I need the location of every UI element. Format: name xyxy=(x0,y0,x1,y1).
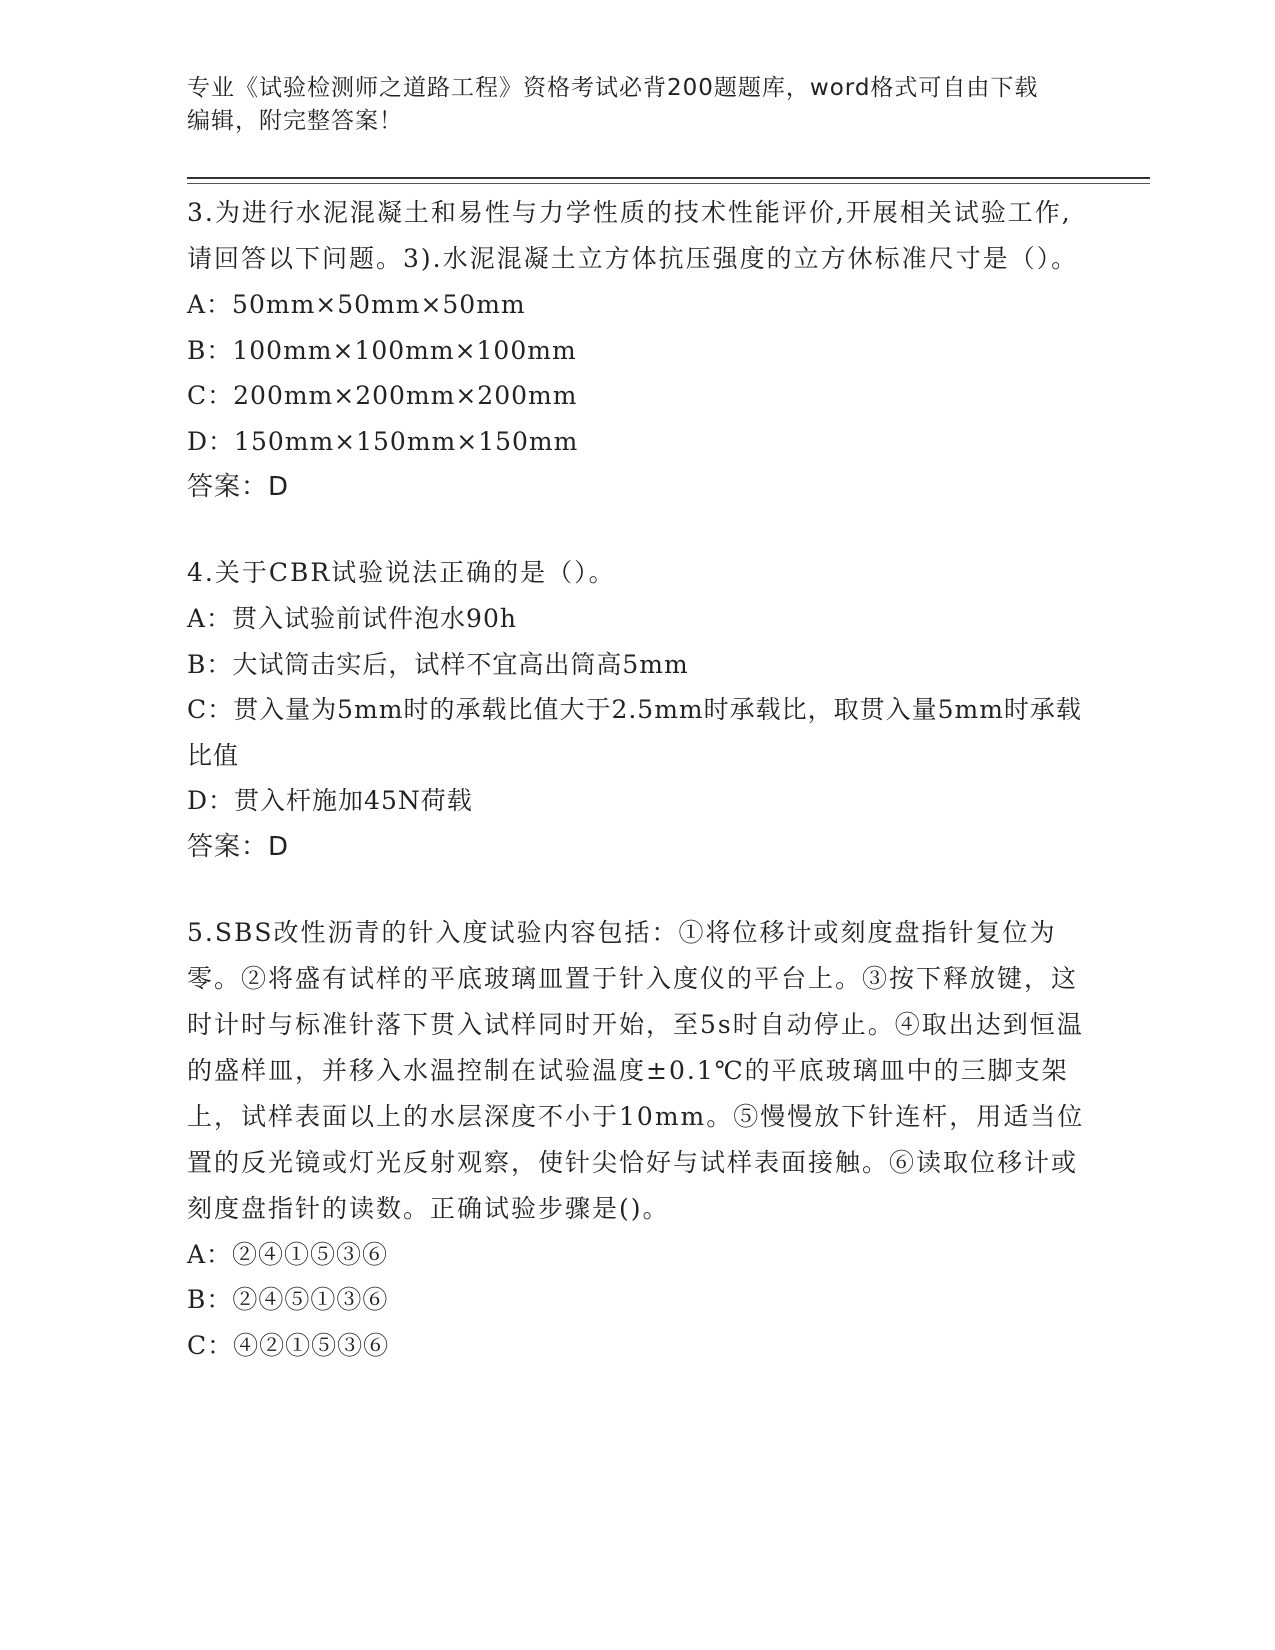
question-4 xyxy=(187,550,1087,870)
header-divider-thick xyxy=(187,177,1150,179)
option-c: C：贯入量为5mm时的承载比值大于2.5mm时承载比，取贯入量5mm时承载比值 xyxy=(187,695,1082,770)
header-line-2: 编辑，附完整答案！ xyxy=(187,108,403,134)
option-a: A：贯入试验前试件泡水90h xyxy=(187,604,517,633)
question-text: 5.SBS改性沥青的针入度试验内容包括：①将位移计或刻度盘指针复位为零。②将盛有试样的平底玻璃皿置于针入度仪的平台上。③按下释放键，这时计时与标准针落下贯入试样同时开始，至5s时自动停止。④取出达到恒温的盛样皿，并移入水温控制在试验温度±0.1℃的平底玻璃皿中的三脚支架上，试样表面以上的水层深度不小于10mm。⑤慢慢放下针连杆，用适当位置的反光镜或灯光反射观察，使针尖恰好与试样表面接触。⑥读取位移计或刻度盘指针的读数。正确试验步骤是()。 xyxy=(187,917,1085,1223)
question-text: 4.关于CBR试验说法正确的是（）。 xyxy=(187,558,616,587)
question-list xyxy=(187,190,1087,1408)
question-5 xyxy=(187,910,1087,1369)
option-d: D：150mm×150mm×150mm xyxy=(187,426,579,456)
header-line-1: 专业《试验检测师之道路工程》资格考试必背200题题库，word格式可自由下载 xyxy=(187,75,1039,101)
question-text: 3.为进行水泥混凝土和易性与力学性质的技术性能评价,开展相关试验工作,请回答以下问题。3).水泥混凝土立方体抗压强度的立方休标准尺寸是（）。 xyxy=(187,198,1079,273)
option-d: D：贯入杆施加45N荷载 xyxy=(187,786,473,815)
document-header xyxy=(187,72,1087,138)
option-b: B：100mm×100mm×100mm xyxy=(187,335,577,365)
option-b: B：②④⑤①③⑥ xyxy=(187,1285,389,1314)
option-c: C：④②①⑤③⑥ xyxy=(187,1330,390,1360)
option-c: C：200mm×200mm×200mm xyxy=(187,381,578,410)
option-a: A：50mm×50mm×50mm xyxy=(187,290,526,319)
question-3 xyxy=(187,190,1087,510)
answer: 答案：D xyxy=(187,831,290,862)
header-divider-thin xyxy=(187,183,1150,184)
option-b: B：大试筒击实后，试样不宜高出筒高5mm xyxy=(187,649,689,679)
answer: 答案：D xyxy=(187,472,290,502)
option-a: A：②④①⑤③⑥ xyxy=(187,1239,389,1269)
